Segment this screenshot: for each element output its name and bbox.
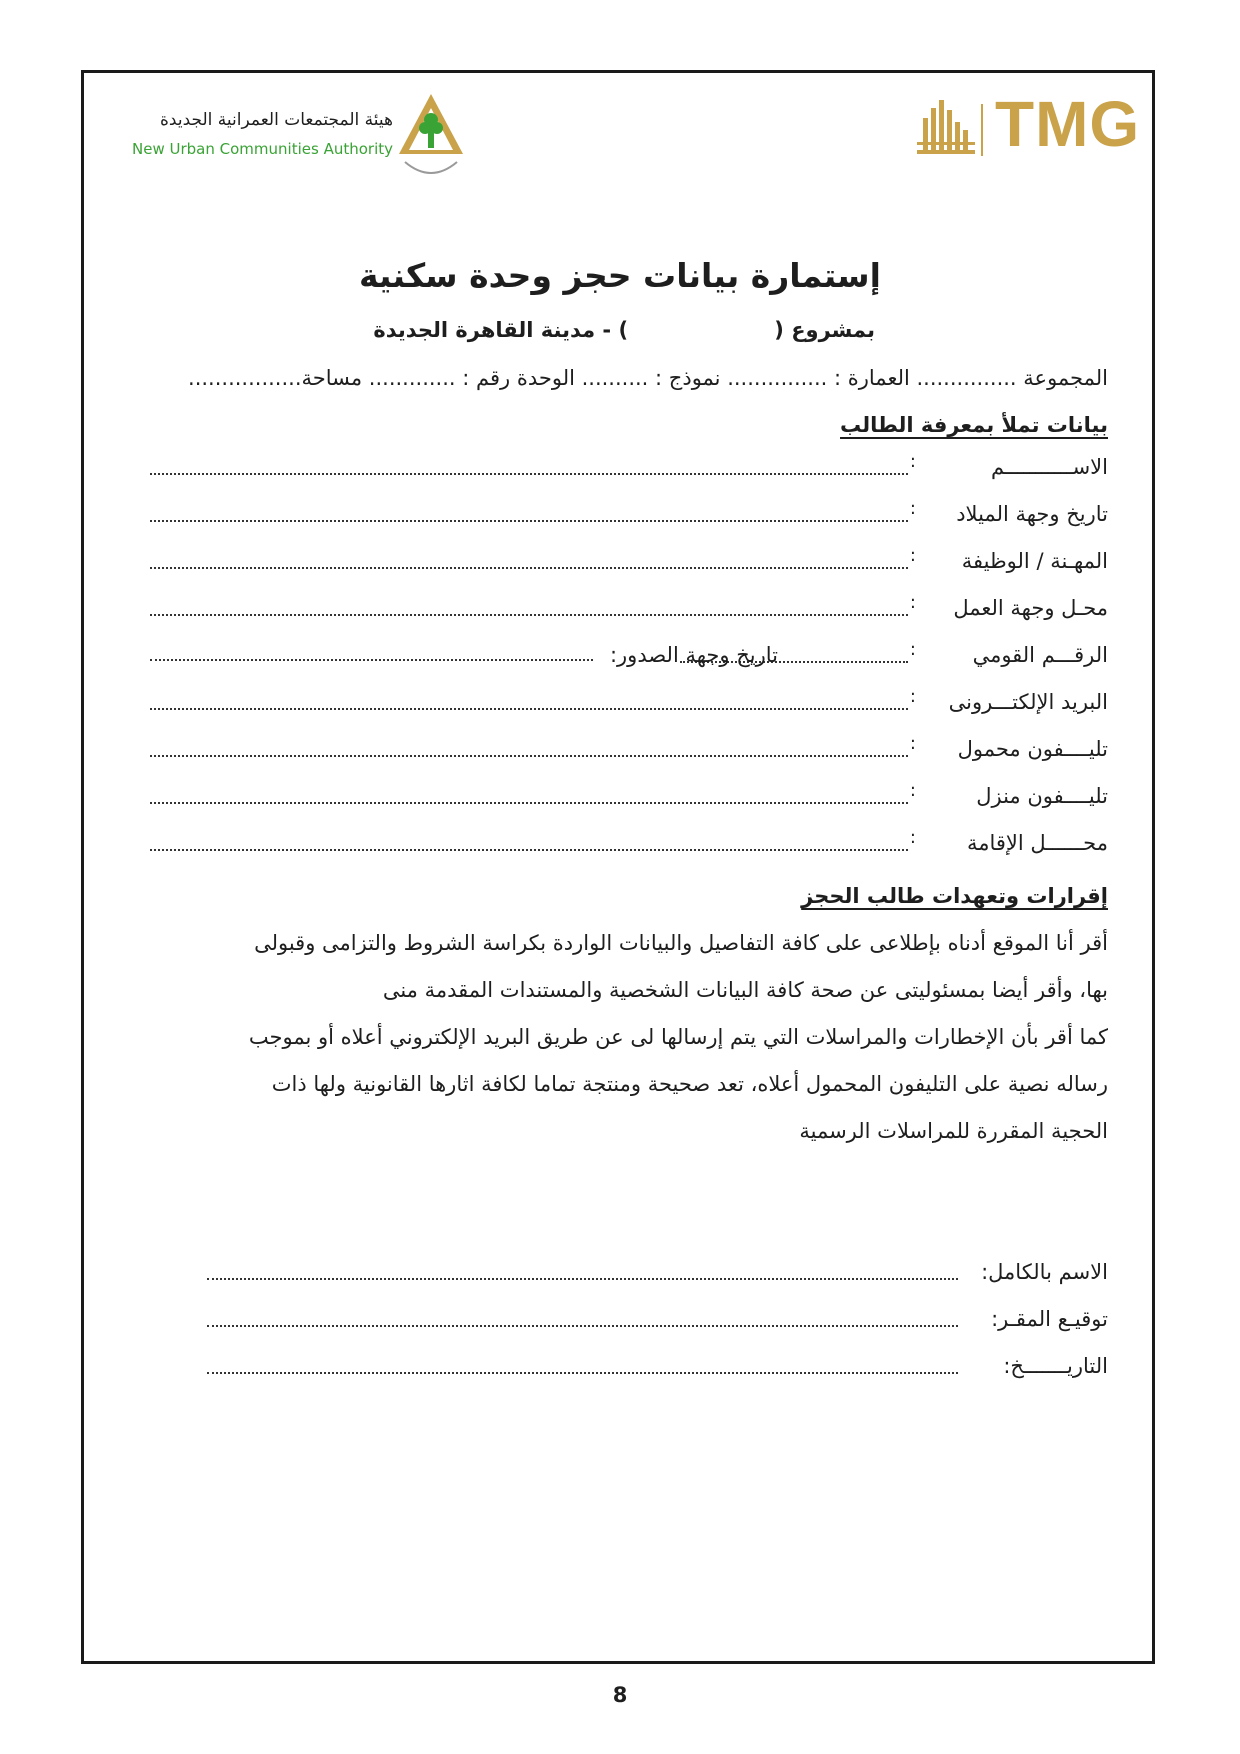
field-email[interactable]: البريد الإلكتـــرونى :	[150, 690, 1108, 720]
nuca-name-english: New Urban Communities Authority	[132, 140, 393, 158]
field-name[interactable]: الاســـــــــــم :	[150, 455, 1108, 485]
fill-line[interactable]	[207, 1325, 958, 1327]
form-subtitle: بمشروع ( ) - مدينة القاهرة الجديدة	[373, 318, 875, 342]
full-name-label: الاسم بالكامل:	[981, 1260, 1108, 1284]
field-label: الرقـــم القومي	[972, 643, 1108, 667]
fill-line[interactable]	[207, 1372, 958, 1374]
fill-line-issue-date[interactable]	[150, 659, 593, 661]
fill-line[interactable]	[150, 849, 908, 851]
fill-line[interactable]	[150, 708, 908, 710]
field-label: تليــــفون منزل	[976, 784, 1108, 808]
field-label: الاســـــــــــم	[990, 455, 1108, 479]
pledge-line: رساله نصية على التليفون المحمول أعلاه، تعد صحيحة ومنتجة تماما لكافة اثارها القانونية ولها ذات	[271, 1072, 1108, 1096]
field-national-id[interactable]: الرقـــم القومي : تاريخ وجهة الصدور:	[150, 643, 1108, 673]
signature-label: توقيـع المقـر:	[991, 1307, 1108, 1331]
nuca-name-arabic: هيئة المجتمعات العمرانية الجديدة	[160, 110, 393, 130]
field-mobile-phone[interactable]: تليــــفون محمول :	[150, 737, 1108, 767]
signature-date[interactable]	[207, 1354, 1108, 1384]
page-frame	[81, 70, 1155, 1664]
form-title: إستمارة بيانات حجز وحدة سكنية	[359, 256, 881, 295]
applicant-section-title: بيانات تملأ بمعرفة الطالب	[840, 413, 1108, 437]
fill-line[interactable]	[150, 614, 908, 616]
field-label: البريد الإلكتـــرونى	[948, 690, 1108, 714]
signature-full-name[interactable]	[207, 1260, 1108, 1290]
field-label: تليــــفون محمول	[957, 737, 1108, 761]
date-label: التاريـــــــخ:	[1003, 1354, 1108, 1378]
field-label: محــــــل الإقامة	[966, 831, 1108, 855]
fill-line[interactable]	[150, 520, 908, 522]
pledge-section-title: إقرارات وتعهدات طالب الحجز	[801, 884, 1108, 908]
nuca-emblem-icon	[397, 92, 465, 182]
field-home-phone[interactable]: تليــــفون منزل :	[150, 784, 1108, 814]
unit-details-line: المجموعة ............... العمارة : ............... نموذج : .......... الوحدة رقم : ............. مساحة.................	[188, 366, 1108, 390]
tmg-logo	[915, 88, 1141, 160]
page-number: 8	[612, 1683, 628, 1707]
fill-line[interactable]	[207, 1278, 958, 1280]
signature-sign[interactable]	[207, 1307, 1108, 1337]
pledge-line: الحجية المقررة للمراسلات الرسمية	[799, 1119, 1108, 1143]
field-issue-date-label: تاريخ وجهة الصدور:	[609, 643, 778, 667]
field-workplace[interactable]: محـل وجهة العمل :	[150, 596, 1108, 626]
tmg-building-icon	[915, 98, 985, 160]
field-label: تاريخ وجهة الميلاد	[956, 502, 1108, 526]
field-label: المهـنة / الوظيفة	[961, 549, 1108, 573]
field-residence[interactable]: محــــــل الإقامة :	[150, 831, 1108, 861]
fill-line[interactable]	[150, 473, 908, 475]
tmg-logo-text: TMG	[995, 88, 1141, 160]
field-occupation[interactable]: المهـنة / الوظيفة :	[150, 549, 1108, 579]
nuca-logo	[100, 92, 465, 187]
field-birth-date-place[interactable]: تاريخ وجهة الميلاد :	[150, 502, 1108, 532]
fill-line[interactable]	[150, 802, 908, 804]
fill-line[interactable]	[150, 755, 908, 757]
pledge-line: بها، وأقر أيضا بمسئوليتى عن صحة كافة البيانات الشخصية والمستندات المقدمة منى	[382, 978, 1108, 1002]
pledge-line: كما أقر بأن الإخطارات والمراسلات التي يتم إرسالها لى عن طريق البريد الإلكتروني أعلاه أو بموجب	[248, 1025, 1108, 1049]
fill-line[interactable]	[150, 567, 908, 569]
pledge-line: أقر أنا الموقع أدناه بإطلاعى على كافة التفاصيل والبيانات الواردة بكراسة الشروط والتزامى وقبولى	[254, 931, 1108, 955]
field-label: محـل وجهة العمل	[953, 596, 1108, 620]
